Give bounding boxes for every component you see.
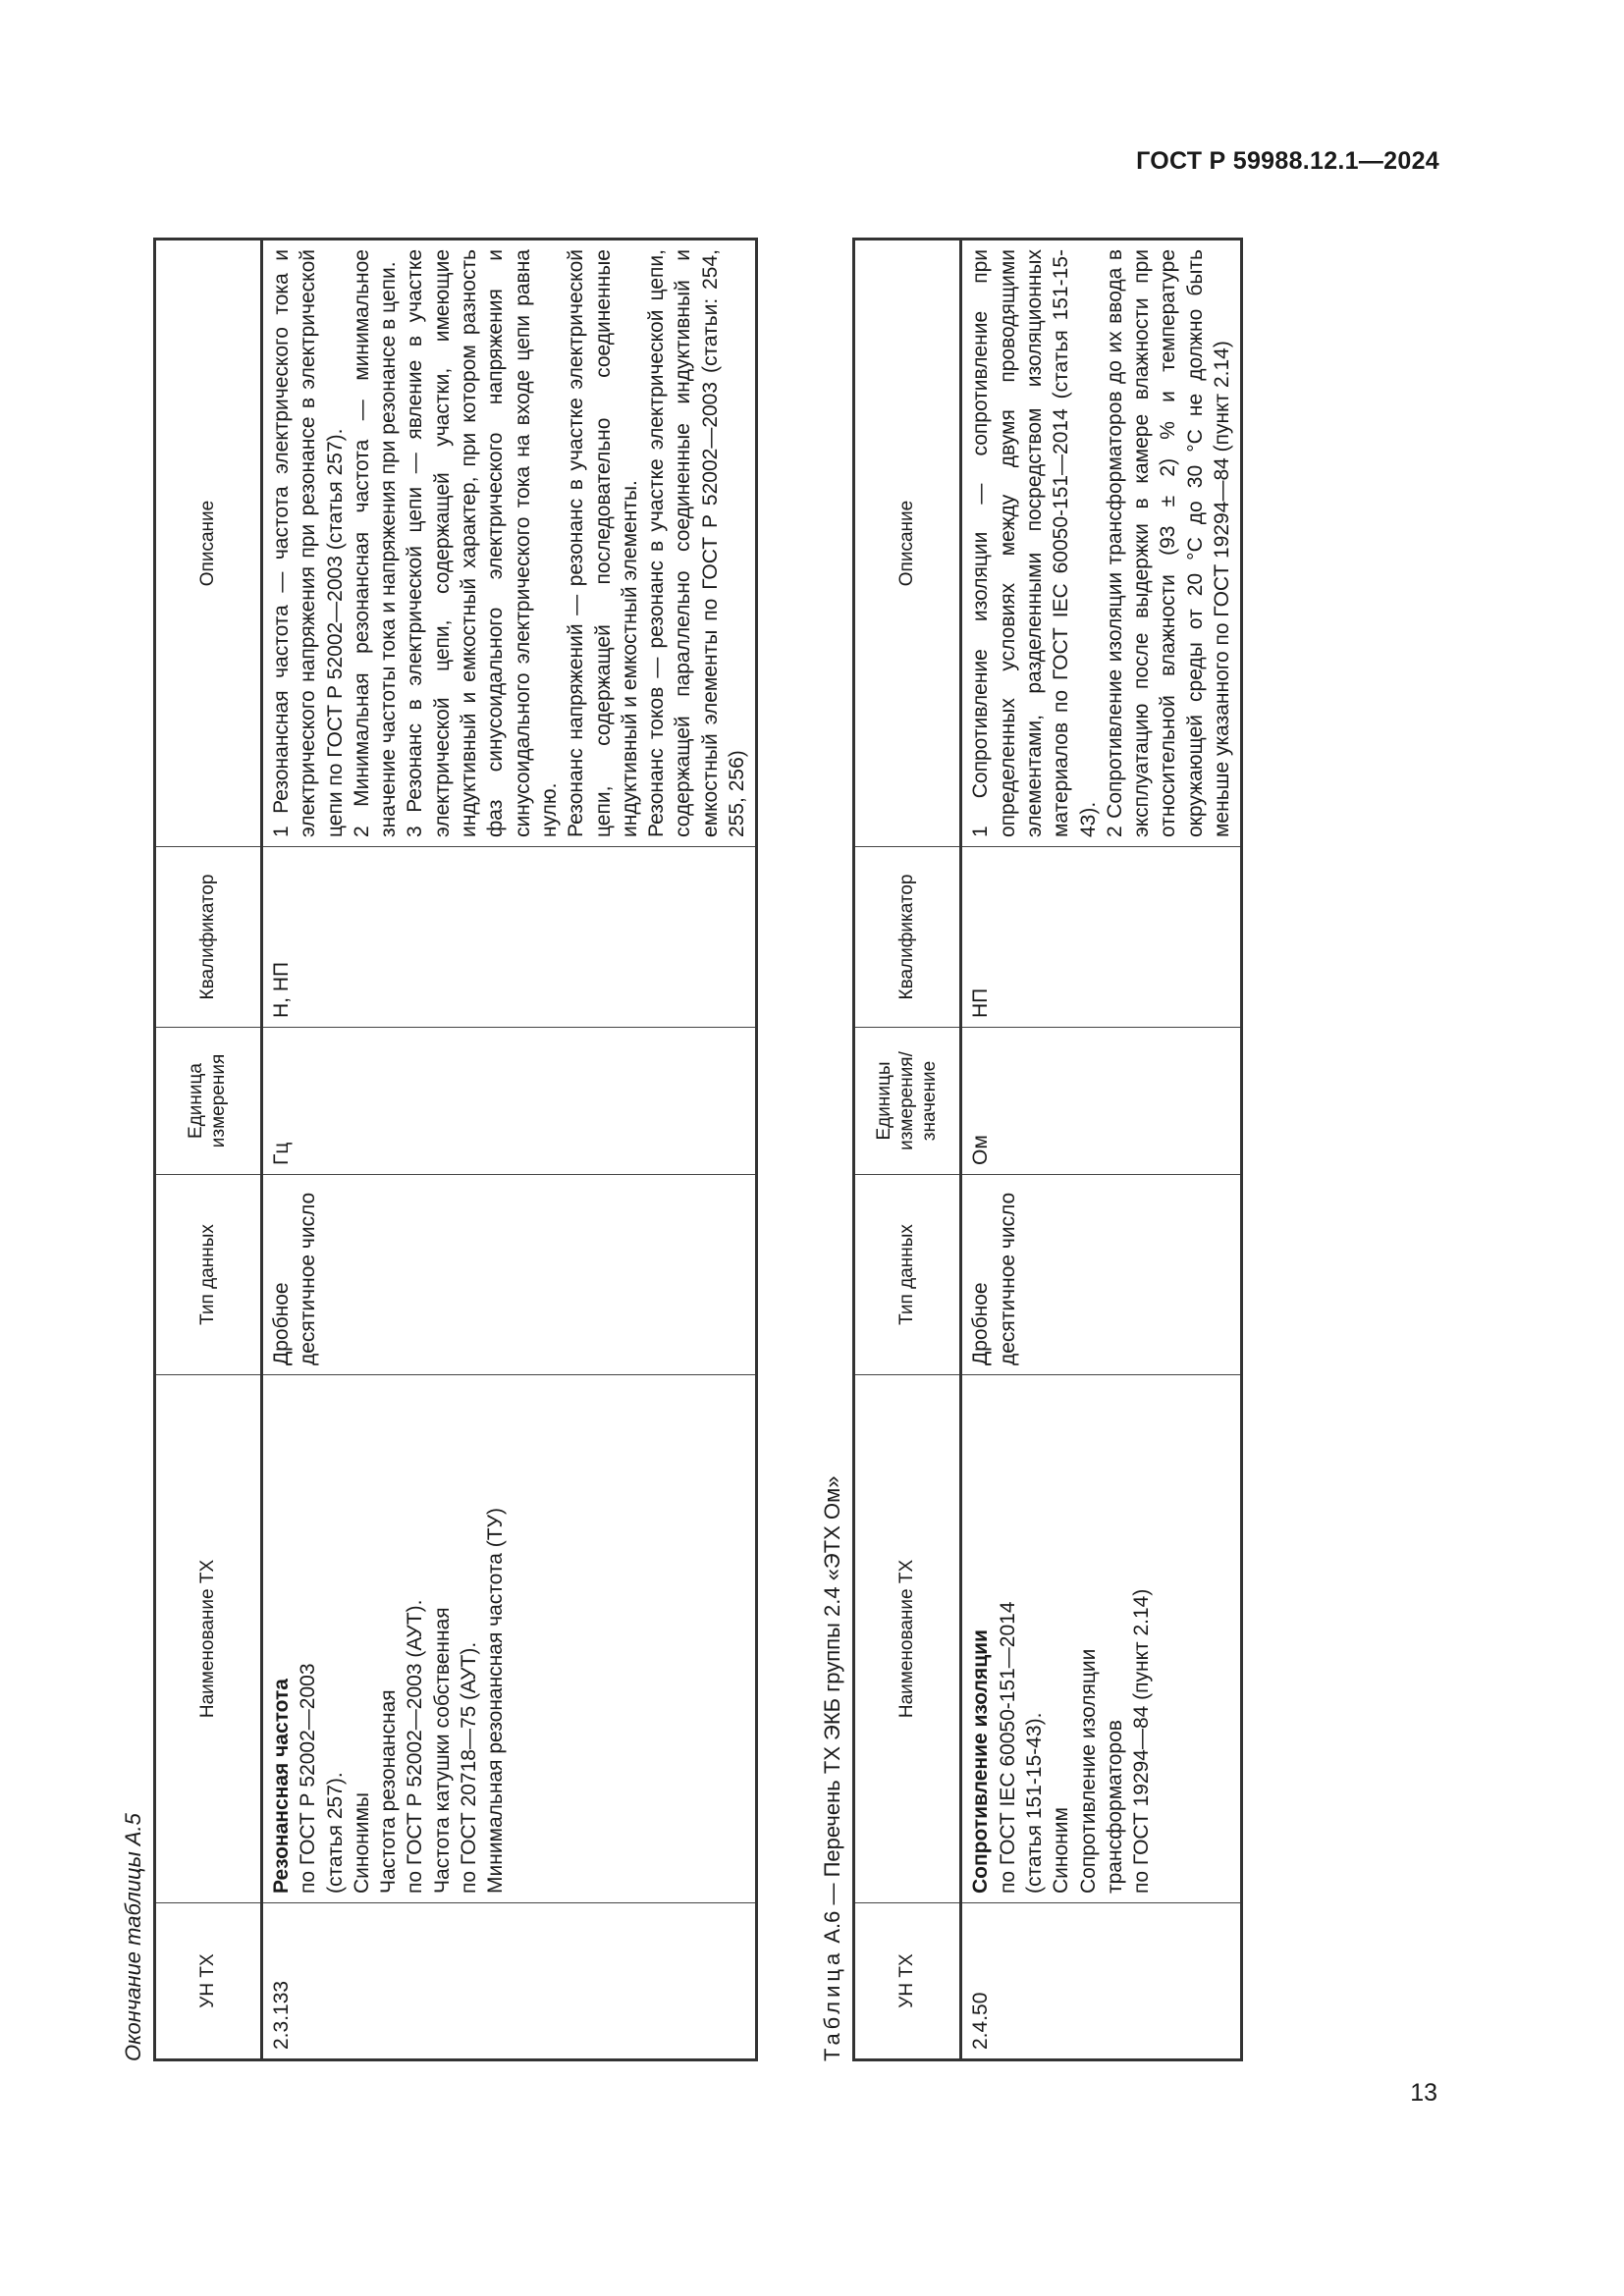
table-a6-caption-text: А.6 — Перечень ТХ ЭКБ группы 2.4 «ЭТХ Ом»	[820, 1475, 845, 1949]
col-header-description: Описание	[854, 240, 961, 847]
standard-designation: ГОСТ Р 59988.12.1—2024	[1136, 147, 1439, 175]
col-header-unit: Единицы измерения/значение	[854, 1028, 961, 1175]
description-line: Резонанс напряжений — резонанс в участке электрической цепи, содержащей последовательно соединенные индуктивный и емкостный элементы.	[565, 249, 641, 837]
table-row	[262, 240, 757, 2060]
description-line: 2 Минимальная резонансная частота — минимальное значение частоты тока и напряжения при резонансе в цепи.	[350, 249, 401, 837]
name-line: трансформаторов	[1103, 1720, 1126, 1894]
description-line: 1 Сопротивление изоляции — сопротивление при определенных условиях между двумя проводящими элементами, разделенными посредством изоляционных материалов по ГОСТ IEC 60050-151—2014 (статья 151-15-43).	[969, 249, 1100, 837]
cell-qualifier: НП	[961, 847, 1242, 1028]
name-line: по ГОСТ Р 52002—2003	[297, 1663, 320, 1894]
characteristic-name: Резонансная частота	[270, 1679, 293, 1894]
table-a5-caption: Окончание таблицы А.5	[121, 1813, 145, 2061]
page-number: 13	[1410, 2079, 1437, 2107]
cell-unit: Гц	[262, 1028, 757, 1175]
cell-id: 2.4.50	[961, 1903, 1242, 2060]
description-line: 3 Резонанс в электрической цепи — явление в участке электрической цепи, содержащей участки, имеющие индуктивный и емкостный характер, при котором разность фаз синусоидального электрического напряжения и синусоидального электрического тока на входе цепи равна нулю.	[404, 249, 561, 837]
cell-data-type: Дробное десятичное число	[961, 1175, 1242, 1375]
name-line: Синоним	[1050, 1807, 1073, 1894]
table-a6-caption	[815, 196, 852, 2061]
col-header-description: Описание	[155, 240, 262, 847]
cell-name	[262, 1375, 757, 1903]
name-line: Минимальная резонансная частота (ТУ)	[484, 1508, 508, 1894]
col-header-name: Наименование ТХ	[854, 1375, 961, 1903]
col-header-qualifier: Квалификатор	[854, 847, 961, 1028]
table-a5	[153, 238, 758, 2061]
table-a5-header-row	[155, 240, 262, 2060]
name-line: Частота катушки собственная	[430, 1607, 454, 1894]
cell-qualifier: Н, НП	[262, 847, 757, 1028]
cell-description	[961, 240, 1242, 847]
characteristic-name: Сопротивление изоляции	[969, 1629, 993, 1894]
col-header-data-type: Тип данных	[854, 1175, 961, 1375]
col-header-name: Наименование ТХ	[155, 1375, 262, 1903]
name-line: Сопротивление изоляции	[1076, 1648, 1100, 1894]
name-line: Частота резонансная	[377, 1689, 401, 1894]
rotated-content	[116, 196, 1234, 2061]
table-a6	[852, 238, 1243, 2061]
col-header-unit: Единица измерения	[155, 1028, 262, 1175]
description-line: 2 Сопротивление изоляции трансформаторов до их ввода в эксплуатацию после выдержки в камере влажности при относительной влажности (93 ± 2) % и температуре окружающей среды от 20 °С до 30 °С не должно быть меньше указанного по ГОСТ 19294—84 (пункт 2.14)	[1103, 249, 1234, 837]
name-line: (статья 151-15-43).	[1022, 1712, 1046, 1894]
description-line: 1 Резонансная частота — частота электрического тока и электрического напряжения при резонансе в электрической цепи по ГОСТ Р 52002—2003 (статья 257).	[270, 249, 347, 837]
name-line: по ГОСТ 20718—75 (АУТ).	[458, 1641, 481, 1894]
cell-name	[961, 1375, 1242, 1903]
name-line: (статья 257).	[323, 1772, 347, 1894]
col-header-qualifier: Квалификатор	[155, 847, 262, 1028]
table-a6-caption-prefix: Таблица	[820, 1949, 845, 2061]
name-line: по ГОСТ IEC 60050-151—2014	[996, 1601, 1019, 1894]
name-line: Синонимы	[350, 1791, 373, 1894]
cell-data-type: Дробное десятичное число	[262, 1175, 757, 1375]
col-header-data-type: Тип данных	[155, 1175, 262, 1375]
cell-description	[262, 240, 757, 847]
name-line: по ГОСТ 19294—84 (пункт 2.14)	[1130, 1588, 1154, 1894]
table-row	[961, 240, 1242, 2060]
description-line: Резонанс токов — резонанс в участке электрической цепи, содержащей параллельно соединенные индуктивный и емкостный элементы по ГОСТ Р 52002—2003 (статьи: 254, 255, 256)	[645, 249, 749, 837]
cell-id: 2.3.133	[262, 1903, 757, 2060]
table-a6-header-row	[854, 240, 961, 2060]
name-line: по ГОСТ Р 52002—2003 (АУТ).	[404, 1599, 427, 1894]
col-header-id: УН ТХ	[854, 1903, 961, 2060]
col-header-id: УН ТХ	[155, 1903, 262, 2060]
cell-unit: Ом	[961, 1028, 1242, 1175]
